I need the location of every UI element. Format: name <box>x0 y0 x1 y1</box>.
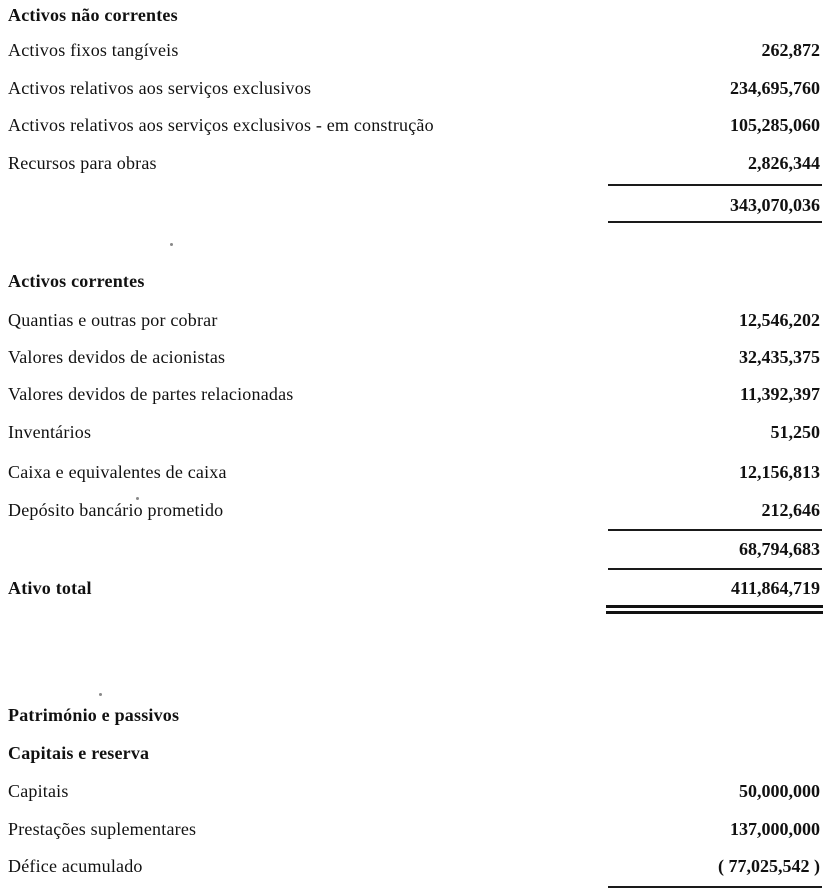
line-item-label: Valores devidos de partes relacionadas <box>8 384 294 404</box>
line-item <box>0 384 827 405</box>
line-item <box>0 78 827 99</box>
subtotal-value: 68,794,683 <box>739 539 820 559</box>
line-item-label: Valores devidos de acionistas <box>8 347 226 367</box>
line-item-label: Depósito bancário prometido <box>8 500 224 520</box>
line-item-label: Activos relativos aos serviços exclusivos - em construção <box>8 115 434 135</box>
section-header-label: Património e passivos <box>8 705 180 725</box>
rule-line <box>608 221 822 223</box>
line-item-value: 51,250 <box>770 422 820 442</box>
rule-line <box>608 184 822 186</box>
section-header-label: Activos correntes <box>8 271 145 291</box>
subtotal-row <box>0 195 827 216</box>
line-item-value: 234,695,760 <box>730 78 820 98</box>
line-item <box>0 347 827 368</box>
line-item <box>0 115 827 136</box>
line-item-label: Caixa e equivalentes de caixa <box>8 462 227 482</box>
line-item <box>0 153 827 174</box>
scan-artifact-dot <box>136 497 139 500</box>
subtotal-row <box>0 539 827 560</box>
line-item <box>0 40 827 61</box>
section-header <box>0 705 827 726</box>
line-item-label: Capitais <box>8 781 69 801</box>
line-item <box>0 819 827 840</box>
subtotal-value: 343,070,036 <box>730 195 820 215</box>
total-label: Ativo total <box>8 578 92 598</box>
section-header-label: Capitais e reserva <box>8 743 150 763</box>
section-header <box>0 5 827 26</box>
line-item-label: Défice acumulado <box>8 856 143 876</box>
line-item <box>0 500 827 521</box>
line-item-value: 2,826,344 <box>748 153 820 173</box>
total-value: 411,864,719 <box>730 578 820 598</box>
rule-line <box>608 529 822 531</box>
line-item-value: ( 77,025,542 ) <box>718 856 820 876</box>
rule-line <box>608 568 822 570</box>
total-row <box>0 578 827 599</box>
line-item <box>0 781 827 802</box>
line-item <box>0 462 827 483</box>
line-item-label: Activos fixos tangíveis <box>8 40 179 60</box>
line-item-label: Quantias e outras por cobrar <box>8 310 218 330</box>
line-item-value: 12,156,813 <box>739 462 820 482</box>
line-item-value: 212,646 <box>761 500 820 520</box>
section-header <box>0 271 827 292</box>
scan-artifact-dot <box>170 243 173 246</box>
line-item-value: 262,872 <box>761 40 820 60</box>
line-item <box>0 856 827 877</box>
double-rule-line <box>606 605 823 614</box>
scan-artifact-dot <box>99 693 102 696</box>
line-item <box>0 310 827 331</box>
section-header <box>0 743 827 764</box>
line-item <box>0 422 827 443</box>
line-item-value: 11,392,397 <box>739 384 820 404</box>
line-item-label: Prestações suplementares <box>8 819 197 839</box>
line-item-value: 105,285,060 <box>730 115 820 135</box>
line-item-value: 137,000,000 <box>730 819 820 839</box>
line-item-value: 12,546,202 <box>739 310 820 330</box>
line-item-value: 32,435,375 <box>739 347 820 367</box>
line-item-label: Inventários <box>8 422 92 442</box>
rule-line <box>608 886 822 888</box>
line-item-label: Recursos para obras <box>8 153 157 173</box>
line-item-value: 50,000,000 <box>739 781 820 801</box>
section-header-label: Activos não correntes <box>8 5 178 25</box>
line-item-label: Activos relativos aos serviços exclusivos <box>8 78 312 98</box>
